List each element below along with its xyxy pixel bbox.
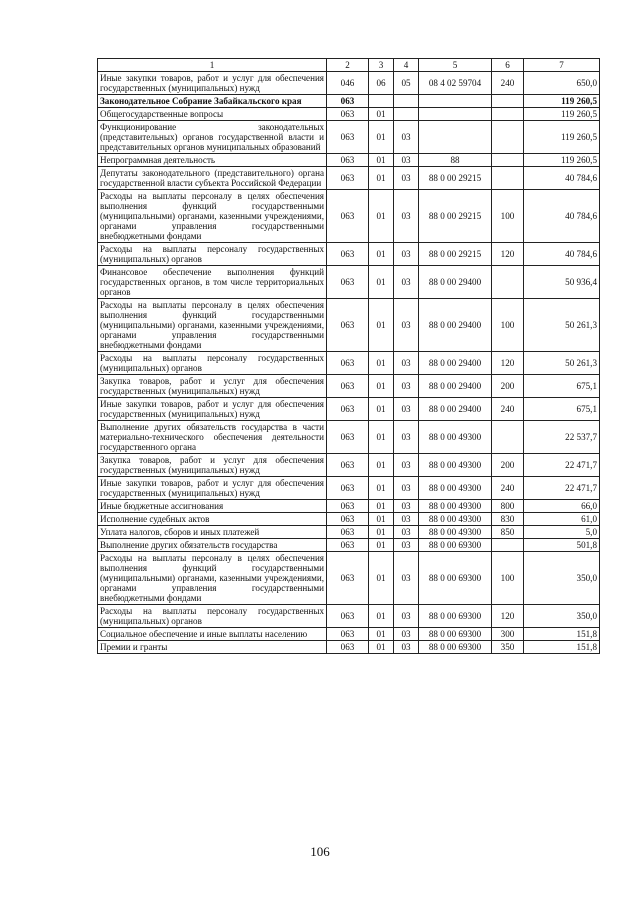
- ministry-code: 063: [327, 513, 369, 526]
- item-name: Социальное обеспечение и иные выплаты населению: [98, 628, 327, 641]
- header-cell: 7: [524, 59, 600, 72]
- header-cell: 6: [492, 59, 524, 72]
- expense-type-code: [492, 421, 524, 454]
- expense-type-code: 240: [492, 72, 524, 95]
- amount: 50 261,3: [524, 352, 600, 375]
- section-code: 01: [369, 299, 394, 352]
- amount: 40 784,6: [524, 243, 600, 266]
- expense-type-code: 120: [492, 605, 524, 628]
- ministry-code: 063: [327, 375, 369, 398]
- table-row: [98, 154, 600, 167]
- table-body: [98, 59, 600, 654]
- target-article-code: 88 0 00 49300: [419, 454, 492, 477]
- ministry-code: 063: [327, 299, 369, 352]
- expense-type-code: 300: [492, 628, 524, 641]
- amount: 119 260,5: [524, 121, 600, 154]
- table-row: [98, 454, 600, 477]
- amount: 22 537,7: [524, 421, 600, 454]
- table-row: [98, 628, 600, 641]
- target-article-code: 88 0 00 49300: [419, 513, 492, 526]
- subsection-code: [394, 95, 419, 108]
- item-name: Премии и гранты: [98, 641, 327, 654]
- amount: 151,8: [524, 641, 600, 654]
- expense-type-code: 120: [492, 352, 524, 375]
- item-name: Функционирование законодательных (представительных) органов государственной власти и представительных органов муниципальных образований: [98, 121, 327, 154]
- item-name: Расходы на выплаты персоналу государственных (муниципальных) органов: [98, 243, 327, 266]
- table-row: [98, 375, 600, 398]
- ministry-code: 063: [327, 477, 369, 500]
- target-article-code: [419, 121, 492, 154]
- table-row: [98, 352, 600, 375]
- item-name: Непрограммная деятельность: [98, 154, 327, 167]
- section-code: 01: [369, 266, 394, 299]
- amount: 350,0: [524, 552, 600, 605]
- section-code: 01: [369, 398, 394, 421]
- section-code: 01: [369, 375, 394, 398]
- section-code: 01: [369, 539, 394, 552]
- ministry-code: 063: [327, 552, 369, 605]
- subsection-code: 03: [394, 641, 419, 654]
- ministry-code: 063: [327, 421, 369, 454]
- target-article-code: 88 0 00 29400: [419, 375, 492, 398]
- target-article-code: 88 0 00 69300: [419, 641, 492, 654]
- subsection-code: 03: [394, 266, 419, 299]
- section-code: 01: [369, 526, 394, 539]
- amount: 5,0: [524, 526, 600, 539]
- amount: 22 471,7: [524, 454, 600, 477]
- section-code: 01: [369, 477, 394, 500]
- table-row: [98, 266, 600, 299]
- table-row: [98, 641, 600, 654]
- ministry-code: 063: [327, 154, 369, 167]
- subsection-code: 03: [394, 552, 419, 605]
- table-row: [98, 108, 600, 121]
- table-row: [98, 398, 600, 421]
- table-row: [98, 121, 600, 154]
- item-name: Иные закупки товаров, работ и услуг для обеспечения государственных (муниципальных) нужд: [98, 398, 327, 421]
- expense-type-code: 200: [492, 375, 524, 398]
- section-code: 01: [369, 243, 394, 266]
- amount: 675,1: [524, 398, 600, 421]
- expense-type-code: 100: [492, 299, 524, 352]
- amount: 40 784,6: [524, 190, 600, 243]
- expense-type-code: 830: [492, 513, 524, 526]
- ministry-code: 063: [327, 500, 369, 513]
- target-article-code: 88 0 00 29400: [419, 352, 492, 375]
- section-code: 01: [369, 421, 394, 454]
- table-row: [98, 167, 600, 190]
- target-article-code: 88 0 00 49300: [419, 500, 492, 513]
- target-article-code: 88 0 00 29215: [419, 190, 492, 243]
- section-code: 01: [369, 641, 394, 654]
- budget-table: [97, 58, 600, 654]
- item-name: Финансовое обеспечение выполнения функций государственных органов, в том числе территориальных органов: [98, 266, 327, 299]
- subsection-code: 03: [394, 477, 419, 500]
- section-code: 06: [369, 72, 394, 95]
- ministry-code: 063: [327, 190, 369, 243]
- expense-type-code: 350: [492, 641, 524, 654]
- section-code: 01: [369, 154, 394, 167]
- header-cell: 5: [419, 59, 492, 72]
- target-article-code: 88 0 00 29215: [419, 243, 492, 266]
- header-cell: 3: [369, 59, 394, 72]
- target-article-code: [419, 95, 492, 108]
- ministry-code: 063: [327, 539, 369, 552]
- amount: 650,0: [524, 72, 600, 95]
- target-article-code: 08 4 02 59704: [419, 72, 492, 95]
- subsection-code: 03: [394, 628, 419, 641]
- item-name: Уплата налогов, сборов и иных платежей: [98, 526, 327, 539]
- item-name: Выполнение других обязательств государства: [98, 539, 327, 552]
- expense-type-code: 850: [492, 526, 524, 539]
- amount: 501,8: [524, 539, 600, 552]
- expense-type-code: 120: [492, 243, 524, 266]
- expense-type-code: 240: [492, 398, 524, 421]
- item-name: Расходы на выплаты персоналу в целях обеспечения выполнения функций государственными (муниципальными) органами, казенными учреждениями, органами управления государственными внебюджетными фондами: [98, 299, 327, 352]
- item-name: Расходы на выплаты персоналу государственных (муниципальных) органов: [98, 605, 327, 628]
- section-code: 01: [369, 552, 394, 605]
- expense-type-code: [492, 121, 524, 154]
- subsection-code: 03: [394, 539, 419, 552]
- ministry-code: 063: [327, 398, 369, 421]
- subsection-code: 03: [394, 500, 419, 513]
- table-row: [98, 421, 600, 454]
- table-row: [98, 190, 600, 243]
- target-article-code: 88 0 00 29400: [419, 299, 492, 352]
- section-code: 01: [369, 121, 394, 154]
- table-row: [98, 526, 600, 539]
- section-code: 01: [369, 454, 394, 477]
- expense-type-code: 240: [492, 477, 524, 500]
- subsection-code: 03: [394, 375, 419, 398]
- amount: 61,0: [524, 513, 600, 526]
- header-row: [98, 59, 600, 72]
- expense-type-code: 100: [492, 190, 524, 243]
- subsection-code: [394, 108, 419, 121]
- section-code: [369, 95, 394, 108]
- amount: 50 261,3: [524, 299, 600, 352]
- subsection-code: 03: [394, 154, 419, 167]
- section-code: 01: [369, 190, 394, 243]
- header-cell: 4: [394, 59, 419, 72]
- subsection-code: 03: [394, 352, 419, 375]
- ministry-code: 063: [327, 167, 369, 190]
- target-article-code: 88 0 00 69300: [419, 628, 492, 641]
- section-code: 01: [369, 352, 394, 375]
- amount: 119 260,5: [524, 108, 600, 121]
- header-cell: 2: [327, 59, 369, 72]
- target-article-code: 88 0 00 29215: [419, 167, 492, 190]
- expense-type-code: [492, 108, 524, 121]
- expense-type-code: 800: [492, 500, 524, 513]
- amount: 66,0: [524, 500, 600, 513]
- amount: 119 260,5: [524, 95, 600, 108]
- expense-type-code: [492, 539, 524, 552]
- target-article-code: 88 0 00 29400: [419, 266, 492, 299]
- subsection-code: 03: [394, 190, 419, 243]
- section-code: 01: [369, 167, 394, 190]
- item-name: Иные бюджетные ассигнования: [98, 500, 327, 513]
- section-code: 01: [369, 500, 394, 513]
- subsection-code: 03: [394, 421, 419, 454]
- table-row: [98, 72, 600, 95]
- target-article-code: [419, 108, 492, 121]
- amount: 119 260,5: [524, 154, 600, 167]
- ministry-code: 063: [327, 454, 369, 477]
- item-name: Общегосударственные вопросы: [98, 108, 327, 121]
- table-row: [98, 605, 600, 628]
- amount: 151,8: [524, 628, 600, 641]
- amount: 675,1: [524, 375, 600, 398]
- ministry-code: 063: [327, 641, 369, 654]
- subsection-code: 03: [394, 605, 419, 628]
- section-code: 01: [369, 108, 394, 121]
- ministry-code: 046: [327, 72, 369, 95]
- table-row: [98, 477, 600, 500]
- expense-type-code: [492, 266, 524, 299]
- item-name: Законодательное Собрание Забайкальского края: [98, 95, 327, 108]
- table-row: [98, 95, 600, 108]
- amount: 22 471,7: [524, 477, 600, 500]
- ministry-code: 063: [327, 266, 369, 299]
- target-article-code: 88 0 00 69300: [419, 552, 492, 605]
- amount: 40 784,6: [524, 167, 600, 190]
- ministry-code: 063: [327, 243, 369, 266]
- target-article-code: 88 0 00 49300: [419, 477, 492, 500]
- header-cell: 1: [98, 59, 327, 72]
- ministry-code: 063: [327, 605, 369, 628]
- table-row: [98, 552, 600, 605]
- target-article-code: 88 0 00 49300: [419, 421, 492, 454]
- table-row: [98, 539, 600, 552]
- section-code: 01: [369, 513, 394, 526]
- expense-type-code: 100: [492, 552, 524, 605]
- item-name: Расходы на выплаты персоналу в целях обеспечения выполнения функций государственными (муниципальными) органами, казенными учреждениями, органами управления государственными внебюджетными фондами: [98, 552, 327, 605]
- page-number: 106: [310, 844, 330, 859]
- subsection-code: 03: [394, 299, 419, 352]
- item-name: Расходы на выплаты персоналу государственных (муниципальных) органов: [98, 352, 327, 375]
- ministry-code: 063: [327, 628, 369, 641]
- table-row: [98, 500, 600, 513]
- section-code: 01: [369, 628, 394, 641]
- subsection-code: 03: [394, 526, 419, 539]
- subsection-code: 03: [394, 167, 419, 190]
- ministry-code: 063: [327, 526, 369, 539]
- expense-type-code: 200: [492, 454, 524, 477]
- item-name: Иные закупки товаров, работ и услуг для обеспечения государственных (муниципальных) нужд: [98, 72, 327, 95]
- subsection-code: 03: [394, 121, 419, 154]
- table-row: [98, 299, 600, 352]
- target-article-code: 88 0 00 29400: [419, 398, 492, 421]
- target-article-code: 88: [419, 154, 492, 167]
- item-name: Закупка товаров, работ и услуг для обеспечения государственных (муниципальных) нужд: [98, 375, 327, 398]
- item-name: Расходы на выплаты персоналу в целях обеспечения выполнения функций государственными (муниципальными) органами, казенными учреждениями, органами управления государственными внебюджетными фондами: [98, 190, 327, 243]
- expense-type-code: [492, 154, 524, 167]
- table-row: [98, 513, 600, 526]
- item-name: Депутаты законодательного (представительного) органа государственной власти субъекта Российской Федерации: [98, 167, 327, 190]
- item-name: Закупка товаров, работ и услуг для обеспечения государственных (муниципальных) нужд: [98, 454, 327, 477]
- item-name: Иные закупки товаров, работ и услуг для обеспечения государственных (муниципальных) нужд: [98, 477, 327, 500]
- table-row: [98, 243, 600, 266]
- expense-type-code: [492, 167, 524, 190]
- amount: 50 936,4: [524, 266, 600, 299]
- subsection-code: 03: [394, 243, 419, 266]
- ministry-code: 063: [327, 95, 369, 108]
- item-name: Исполнение судебных актов: [98, 513, 327, 526]
- target-article-code: 88 0 00 69300: [419, 539, 492, 552]
- ministry-code: 063: [327, 352, 369, 375]
- ministry-code: 063: [327, 108, 369, 121]
- expense-type-code: [492, 95, 524, 108]
- target-article-code: 88 0 00 49300: [419, 526, 492, 539]
- item-name: Выполнение других обязательств государства в части материально-технического обеспечения деятельности государственного органа: [98, 421, 327, 454]
- subsection-code: 03: [394, 398, 419, 421]
- subsection-code: 03: [394, 513, 419, 526]
- amount: 350,0: [524, 605, 600, 628]
- ministry-code: 063: [327, 121, 369, 154]
- target-article-code: 88 0 00 69300: [419, 605, 492, 628]
- section-code: 01: [369, 605, 394, 628]
- subsection-code: 03: [394, 454, 419, 477]
- subsection-code: 05: [394, 72, 419, 95]
